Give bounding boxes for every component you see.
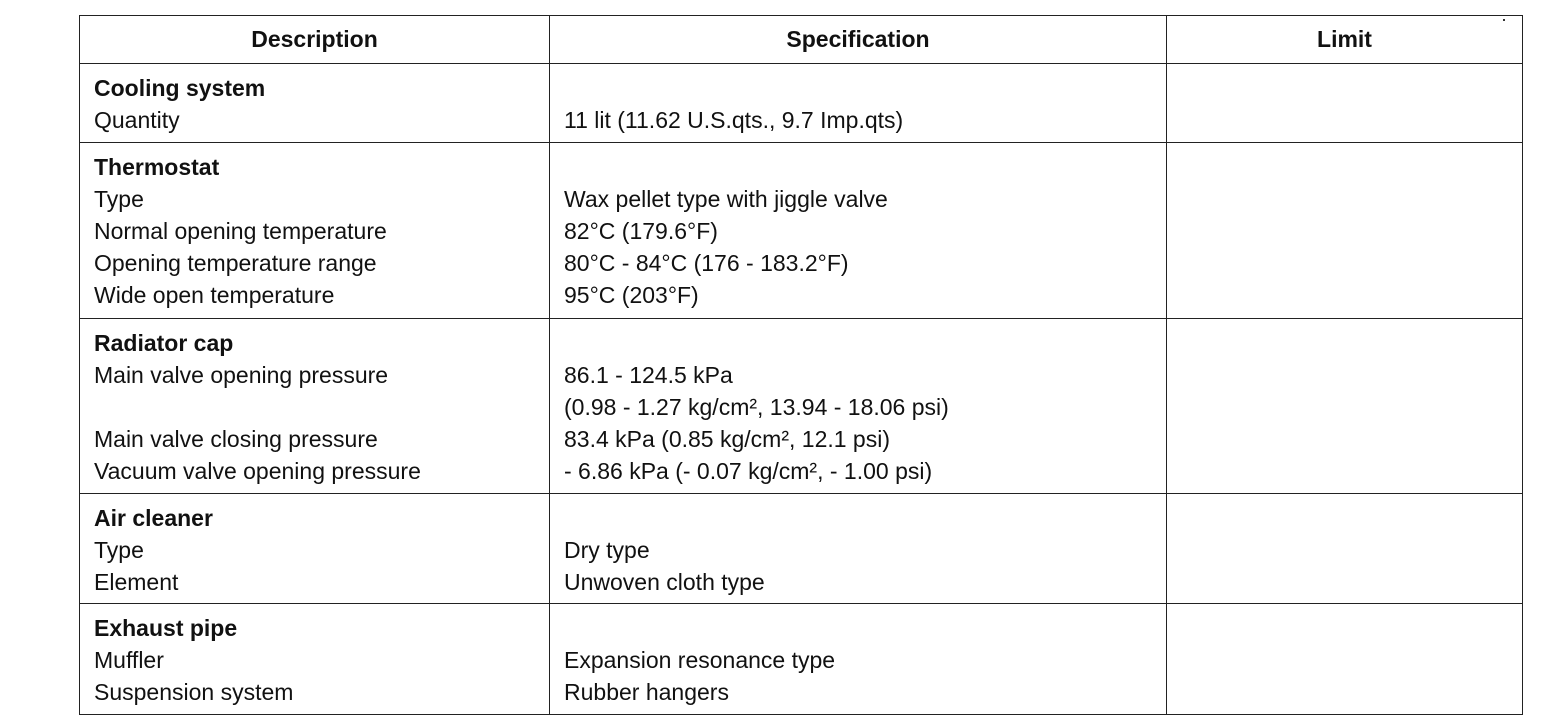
section-title: Thermostat [94,154,220,180]
description-text: Vacuum valve opening pressure [94,458,421,484]
description-cell [80,319,550,494]
description-text: Suspension system [94,679,294,705]
description-cell [80,604,550,715]
description-cell [80,64,550,143]
specification-cell [550,604,1167,715]
description-text: Main valve closing pressure [94,426,378,452]
spacer [564,151,1166,183]
description-text: Opening temperature range [94,250,377,276]
section-row [80,319,1523,494]
description-text: Quantity [94,107,180,133]
spacer [564,502,1166,534]
section-title: Exhaust pipe [94,615,238,641]
section-title: Air cleaner [94,505,213,531]
limit-header: Limit [1167,16,1523,64]
description-text: Element [94,569,179,595]
specification-cell [550,143,1167,319]
section-row [80,64,1523,143]
section-row [80,494,1523,604]
specification-text: 86.1 - 124.5 kPa [564,362,733,388]
specification-text: Unwoven cloth type [564,569,765,595]
specification-text: 95°C (203°F) [564,282,699,308]
section-title: Cooling system [94,75,266,101]
specification-text: Dry type [564,537,650,563]
description-text: Type [94,537,144,563]
spacer [94,391,549,423]
specification-table [79,15,1523,715]
specification-cell [550,319,1167,494]
specification-text: 80°C - 84°C (176 - 183.2°F) [564,250,849,276]
spacer [564,72,1166,104]
specification-text: 82°C (179.6°F) [564,218,718,244]
spacer [564,327,1166,359]
description-text: Type [94,186,144,212]
specification-text: - 6.86 kPa (- 0.07 kg/cm², - 1.00 psi) [564,458,933,484]
description-text: Normal opening temperature [94,218,387,244]
specification-header: Specification [550,16,1167,64]
description-text: Main valve opening pressure [94,362,389,388]
limit-cell [1167,604,1523,715]
section-title: Radiator cap [94,330,234,356]
limit-cell [1167,64,1523,143]
limit-cell [1167,143,1523,319]
specification-text: (0.98 - 1.27 kg/cm², 13.94 - 18.06 psi) [564,394,949,420]
description-cell [80,494,550,604]
specification-cell [550,494,1167,604]
specification-text: Wax pellet type with jiggle valve [564,186,888,212]
specification-cell [550,64,1167,143]
scan-speck [1503,19,1505,21]
section-row [80,604,1523,715]
limit-cell [1167,494,1523,604]
limit-cell [1167,319,1523,494]
description-text: Wide open temperature [94,282,335,308]
specification-text: 83.4 kPa (0.85 kg/cm², 12.1 psi) [564,426,890,452]
section-row [80,143,1523,319]
specification-text: 11 lit (11.62 U.S.qts., 9.7 Imp.qts) [564,107,904,133]
description-cell [80,143,550,319]
description-header: Description [80,16,550,64]
description-text: Muffler [94,647,164,673]
table-body [80,64,1523,715]
spacer [564,612,1166,644]
specification-text: Expansion resonance type [564,647,836,673]
specification-text: Rubber hangers [564,679,729,705]
header-row [80,16,1523,64]
